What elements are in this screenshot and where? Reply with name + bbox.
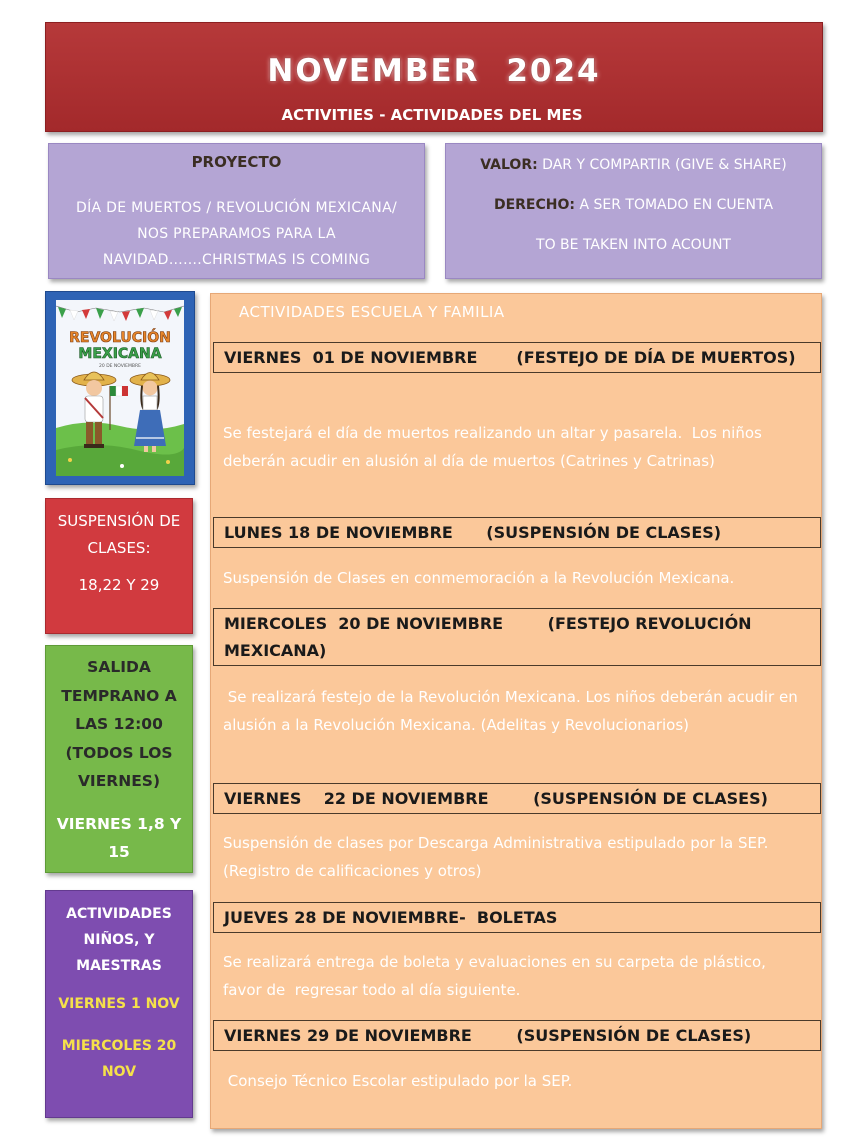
suspension-days: 18,22 Y 29 — [78, 576, 160, 594]
event-heading: MIERCOLES 20 DE NOVIEMBRE (FESTEJO REVOLUCIÓN MEXICANA) — [213, 608, 821, 666]
actividades-title: ACTIVIDADES NIÑOS, Y MAESTRAS — [66, 906, 172, 974]
revolucion-image — [56, 300, 184, 476]
valor-text: DAR Y COMPARTIR (GIVE & SHARE) — [542, 157, 787, 173]
valor-label: VALOR: — [480, 157, 538, 173]
event-heading: VIERNES 01 DE NOVIEMBRE (FESTEJO DE DÍA DE MUERTOS) — [213, 342, 821, 373]
event-heading: LUNES 18 DE NOVIEMBRE (SUSPENSIÓN DE CLASES) — [213, 517, 821, 548]
suspension-box — [45, 498, 193, 634]
actividades-date-1: VIERNES 1 NOV — [58, 996, 180, 1012]
proyecto-title: PROYECTO — [191, 153, 282, 171]
event-description: Se festejará el día de muertos realizando un altar y pasarela. Los niños deberán acudir en alusión al día de muertos (Catrines y Catrinas) — [223, 424, 767, 470]
illustration-title-1: REVOLUCIÓN — [69, 330, 171, 346]
suspension-title: SUSPENSIÓN DE CLASES: — [57, 512, 181, 557]
actividades-panel — [210, 293, 822, 1129]
page-subtitle: ACTIVITIES - ACTIVIDADES DEL MES — [281, 106, 583, 124]
salida-days: VIERNES 1,8 Y 15 — [56, 814, 182, 861]
event-heading: VIERNES 29 DE NOVIEMBRE (SUSPENSIÓN DE CLASES) — [213, 1020, 821, 1051]
illustration-title-2: MEXICANA — [78, 346, 162, 362]
actividades-date-2: MIERCOLES 20 NOV — [61, 1038, 177, 1080]
proyecto-text: DÍA DE MUERTOS / REVOLUCIÓN MEXICANA/ NOS PREPARAMOS PARA LA NAVIDAD…….CHRISTMAS IS COMING — [76, 200, 397, 268]
revolucion-illustration — [45, 291, 195, 485]
derecho-english: TO BE TAKEN INTO ACOUNT — [536, 237, 731, 253]
actividades-box — [45, 890, 193, 1118]
event-description: Suspensión de clases por Descarga Administrativa estipulado por la SEP. (Registro de calificaciones y otros) — [223, 834, 778, 880]
event-description: Suspensión de Clases en conmemoración a la Revolución Mexicana. — [223, 569, 735, 587]
event-description: Se realizará entrega de boleta y evaluaciones en su carpeta de plástico, favor de regresar todo al día siguiente. — [223, 953, 771, 999]
illustration-date: 20 DE NOVIEMBRE — [99, 364, 141, 369]
derecho-label: DERECHO: — [493, 197, 575, 213]
event-description: Se realizará festejo de la Revolución Mexicana. Los niños deberán acudir en alusión a la Revolución Mexicana. (Adelitas y Revolucionarios) — [223, 688, 803, 734]
salida-box — [45, 645, 193, 873]
valor-box — [445, 143, 822, 279]
derecho-text: A SER TOMADO EN CUENTA — [579, 197, 774, 213]
event-description: Consejo Técnico Escolar estipulado por la SEP. — [223, 1072, 573, 1090]
salida-title: SALIDA TEMPRANO A LAS 12:00 (TODOS LOS VIERNES) — [61, 658, 177, 790]
proyecto-box — [48, 143, 425, 279]
event-heading: VIERNES 22 DE NOVIEMBRE (SUSPENSIÓN DE CLASES) — [213, 783, 821, 814]
event-heading: JUEVES 28 DE NOVIEMBRE- BOLETAS — [213, 902, 821, 933]
actividades-panel-title: ACTIVIDADES ESCUELA Y FAMILIA — [239, 303, 505, 321]
page-title: NOVEMBER 2024 — [267, 53, 601, 89]
